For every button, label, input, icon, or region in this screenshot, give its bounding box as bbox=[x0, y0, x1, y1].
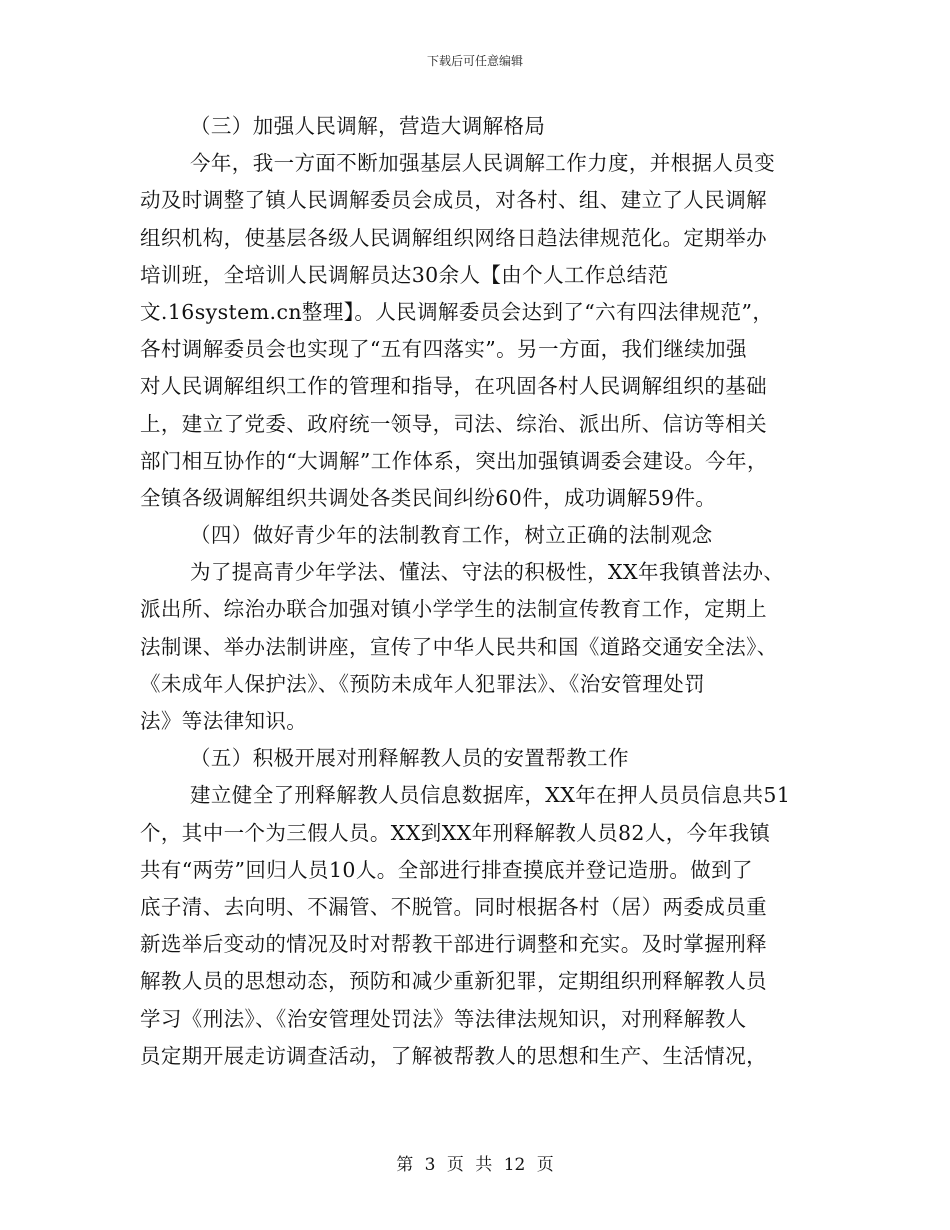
paragraph-line: 法制课、举办法制讲座，宣传了中华人民共和国《道路交通安全法》、 bbox=[140, 634, 778, 659]
page-number-footer: 第 3 页 共 12 页 bbox=[396, 1155, 554, 1175]
paragraph-line: 建立健全了刑释解教人员信息数据库，XX年在押人员员信息共51 bbox=[190, 783, 791, 808]
paragraph-line: 法》等法律知识。 bbox=[140, 709, 308, 733]
page-header: 下载后可任意编辑 bbox=[426, 54, 523, 68]
paragraph-line: 部门相互协作的“大调解”工作体系，突出加强镇调委会建设。今年， bbox=[140, 448, 768, 473]
paragraph-line: 解教人员的思想动态，预防和减少重新犯罪，定期组织刑释解教人员 bbox=[140, 969, 767, 994]
paragraph-line: 今年，我一方面不断加强基层人民调解工作力度，并根据人员变 bbox=[190, 151, 776, 176]
paragraph-line: 派出所、综治办联合加强对镇小学学生的法制宣传教育工作，定期上 bbox=[140, 597, 767, 622]
paragraph-line: 组织机构，使基层各级人民调解组织网络日趋法律规范化。定期举办 bbox=[140, 225, 767, 250]
section-heading-5: （五）积极开展对刑释解教人员的安置帮教工作 bbox=[190, 746, 629, 771]
paragraph-line: 上，建立了党委、政府统一领导，司法、综治、派出所、信访等相关 bbox=[140, 411, 767, 436]
section-heading-3: （三）加强人民调解，营造大调解格局 bbox=[190, 114, 546, 138]
document-body bbox=[140, 108, 812, 1075]
section-heading-4: （四）做好青少年的法制教育工作，树立正确的法制观念 bbox=[190, 523, 713, 548]
paragraph-line: 培训班，全培训人民调解员达30余人【由个人工作总结范 bbox=[140, 262, 669, 287]
paragraph-line: 《未成年人保护法》、《预防未成年人犯罪法》、《治安管理处罚 bbox=[140, 671, 706, 696]
paragraph-line: 文.16system.cn整理】。人民调解委员会达到了“六有四法律规范”， bbox=[140, 299, 774, 324]
paragraph-line: 个，其中一个为三假人员。XX到XX年刑释解教人员82人，今年我镇 bbox=[140, 820, 771, 845]
paragraph-line: 为了提高青少年学法、懂法、守法的积极性，XX年我镇普法办、 bbox=[190, 560, 785, 585]
paragraph-line: 对人民调解组织工作的管理和指导，在巩固各村人民调解组织的基础 bbox=[140, 374, 767, 399]
paragraph-line: 新选举后变动的情况及时对帮教干部进行调整和充实。及时掌握刑释 bbox=[140, 932, 767, 957]
paragraph-line: 全镇各级调解组织共调处各类民间纠纷60件，成功调解59件。 bbox=[140, 485, 717, 510]
paragraph-line: 学习《刑法》、《治安管理处罚法》等法律法规知识，对刑释解教人 bbox=[140, 1006, 747, 1031]
paragraph-line: 底子清、去向明、不漏管、不脱管。同时根据各村（居）两委成员重 bbox=[140, 894, 767, 919]
paragraph-line: 共有“两劳”回归人员10人。全部进行排查摸底并登记造册。做到了 bbox=[140, 857, 753, 882]
paragraph-line: 员定期开展走访调查活动，了解被帮教人的思想和生产、生活情况， bbox=[140, 1043, 767, 1068]
paragraph-line: 各村调解委员会也实现了“五有四落实”。另一方面，我们继续加强 bbox=[140, 337, 747, 362]
paragraph-line: 动及时调整了镇人民调解委员会成员，对各村、组、建立了人民调解 bbox=[140, 188, 767, 213]
